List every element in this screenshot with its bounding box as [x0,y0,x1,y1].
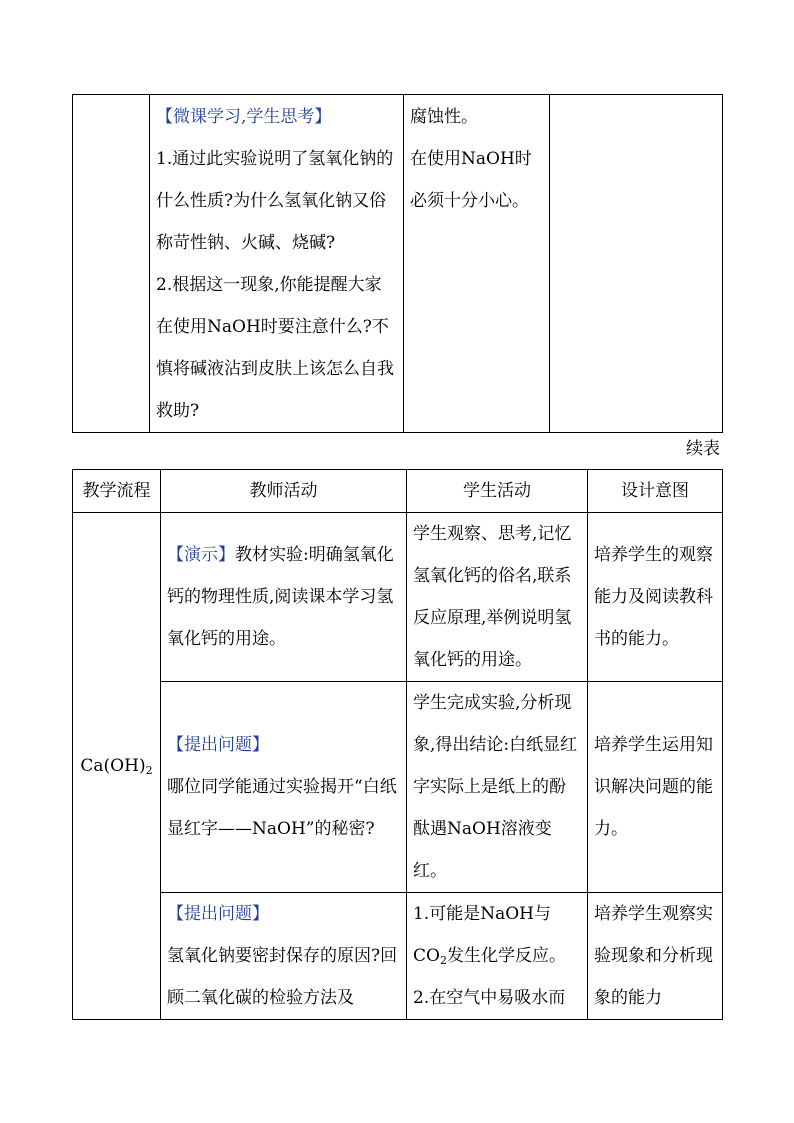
question-2: 2.根据这一现象,你能提醒大家在使用NaOH时要注意什么?不慎将碱液沾到皮肤上该怎么自我救助? [156,275,394,421]
question-1: 1.通过此实验说明了氢氧化钠的什么性质?为什么氢氧化钠又俗称苛性钠、火碱、烧碱? [156,149,394,253]
design-intent-cell: 培养学生观察实验现象和分析现象的能力 [588,893,723,1020]
teacher-text: 哪位同学能通过实验揭开“白纸显红字——NaOH”的秘密? [167,777,397,839]
table-row [73,682,723,893]
teacher-text: 氢氧化钠要密封保存的原因?回顾二氧化碳的检验方法及 [167,946,398,1008]
design-intent-cell: 培养学生的观察能力及阅读教科书的能力。 [588,513,723,682]
design-intent-cell [550,95,723,433]
student-answer-1: 腐蚀性。 [410,107,478,127]
table-row [73,893,723,1020]
section-tag: 【微课学习,学生思考】 [156,107,332,127]
header-intent: 设计意图 [588,470,723,513]
student-activity-cell [404,95,550,433]
teacher-text: 教材实验:明确氢氧化钙的物理性质,阅读课本学习氢氧化钙的用途。 [167,545,394,649]
header-student: 学生活动 [407,470,588,513]
continued-table-top [72,94,723,433]
teacher-activity-cell [150,95,404,433]
table-header-row [73,470,723,513]
flow-cell-caoh2 [73,513,161,1020]
teacher-activity-cell [161,893,407,1020]
student-answer-2: 在使用NaOH时必须十分小心。 [410,149,532,211]
student-activity-cell: 1.可能是NaOH与 $CO_2$发生化学反应。 2.在空气中易吸水而 [407,893,588,1020]
flow-label: $Ca(OH)_2$ [80,756,153,777]
teacher-activity-cell [161,682,407,893]
student-activity-cell: 学生完成实验,分析现象,得出结论:白纸显红字实际上是纸上的酚酞遇NaOH溶液变红。 [407,682,588,893]
header-teacher: 教师活动 [161,470,407,513]
teacher-activity-cell [161,513,407,682]
header-flow: 教学流程 [73,470,161,513]
lesson-table [72,469,723,1020]
table-row [73,95,723,433]
design-intent-cell: 培养学生运用知识解决问题的能力。 [588,682,723,893]
demo-tag: 【演示】 [167,545,235,565]
table-row [73,513,723,682]
question-tag: 【提出问题】 [167,735,269,755]
flow-cell [73,95,150,433]
student-activity-cell: 学生观察、思考,记忆氢氧化钙的俗名,联系反应原理,举例说明氢氧化钙的用途。 [407,513,588,682]
question-tag: 【提出问题】 [167,904,269,924]
continued-label: 续表 [686,439,720,459]
